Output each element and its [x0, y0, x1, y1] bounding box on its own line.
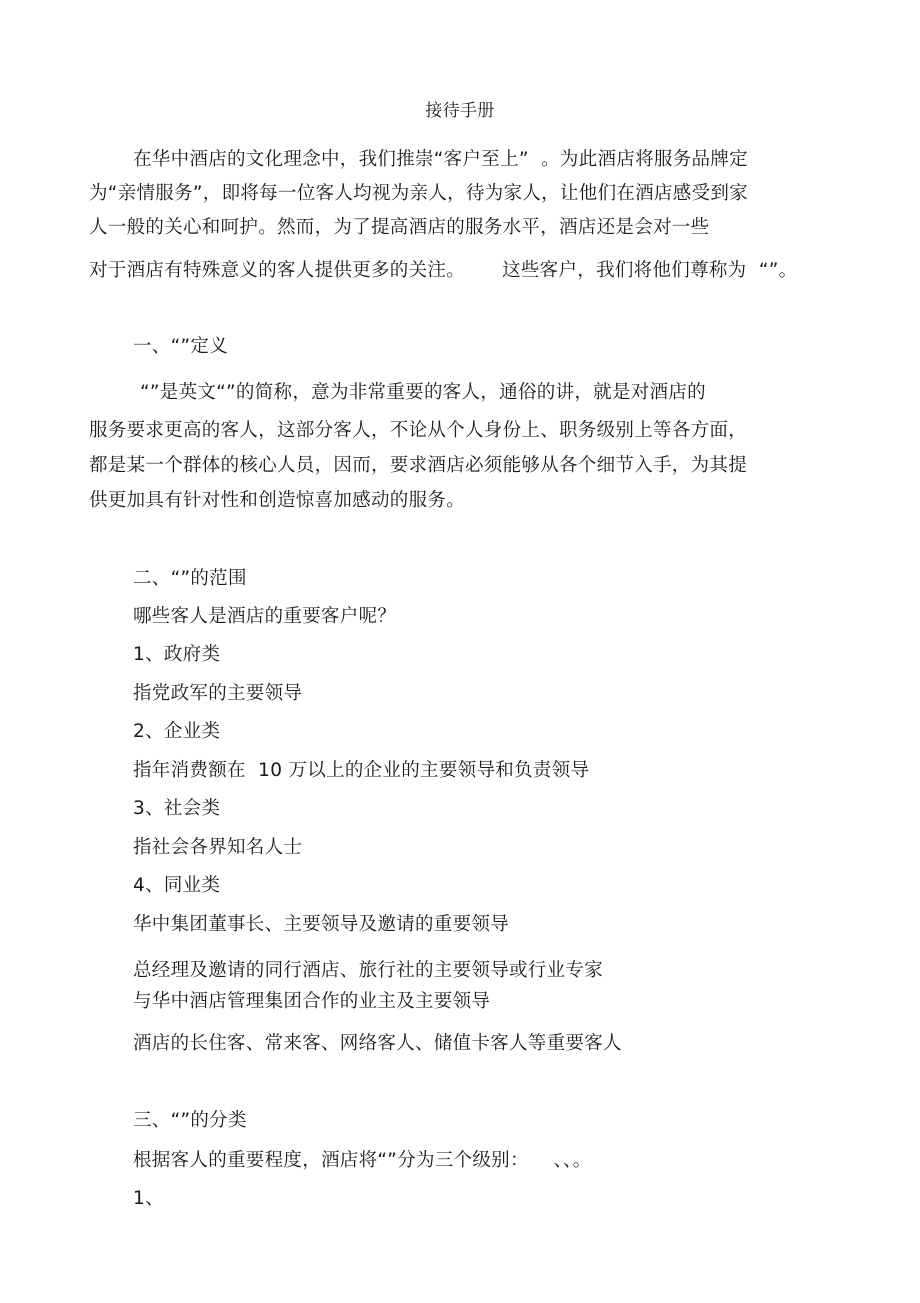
intro-line-1: 在华中酒店的文化理念中，我们推崇“客户至上” 。为此酒店将服务品牌定	[133, 149, 748, 170]
section1-paragraph-line-3: 都是某一个群体的核心人员，因而，要求酒店必须能够从各个细节入手，为其提	[89, 455, 748, 476]
section2-heading: 二、“”的范围	[133, 568, 247, 589]
list-item: 指党政军的主要领导	[133, 683, 303, 704]
section3-heading: 三、“”的分类	[133, 1110, 247, 1131]
section2-question: 哪些客人是酒店的重要客户呢？	[133, 606, 397, 627]
list-item: 与华中酒店管理集团合作的业主及主要领导	[133, 991, 491, 1012]
list-item: 1、政府类	[133, 644, 221, 665]
list-item: 酒店的长住客、常来客、网络客人、储值卡客人等重要客人	[133, 1033, 622, 1054]
intro-line-2: 为“亲情服务”，即将每一位客人均视为亲人，待为家人，让他们在酒店感受到家	[89, 183, 748, 204]
intro-line-3: 人一般的关心和呵护。然而，为了提高酒店的服务水平，酒店还是会对一些	[89, 217, 710, 238]
section1-heading: 一、“”定义	[133, 336, 228, 357]
section1-paragraph-line-4: 供更加具有针对性和创造惊喜加感动的服务。	[89, 490, 466, 511]
section3-item-1: 1、	[133, 1188, 164, 1209]
intro-line-4: 对于酒店有特殊意义的客人提供更多的关注。 这些客户，我们将他们尊称为 “”。	[89, 260, 798, 281]
section1-paragraph-line-2: 服务要求更高的客人，这部分客人，不论从个人身份上、职务级别上等各方面，	[89, 420, 748, 441]
section3-paragraph: 根据客人的重要程度，酒店将“”分为三个级别： 、、。	[133, 1150, 592, 1171]
list-item: 2、企业类	[133, 721, 221, 742]
list-item: 总经理及邀请的同行酒店、旅行社的主要领导或行业专家	[133, 960, 604, 981]
list-item: 华中集团董事长、主要领导及邀请的重要领导	[133, 914, 510, 935]
list-item: 4、同业类	[133, 875, 221, 896]
list-item: 3、社会类	[133, 798, 221, 819]
document-title: 接待手册	[425, 101, 495, 121]
section1-paragraph-line-1: “”是英文“”的简称，意为非常重要的客人，通俗的讲，就是对酒店的	[140, 382, 706, 403]
list-item: 指社会各界知名人士	[133, 837, 303, 858]
list-item: 指年消费额在 10 万以上的企业的主要领导和负责领导	[133, 760, 590, 781]
